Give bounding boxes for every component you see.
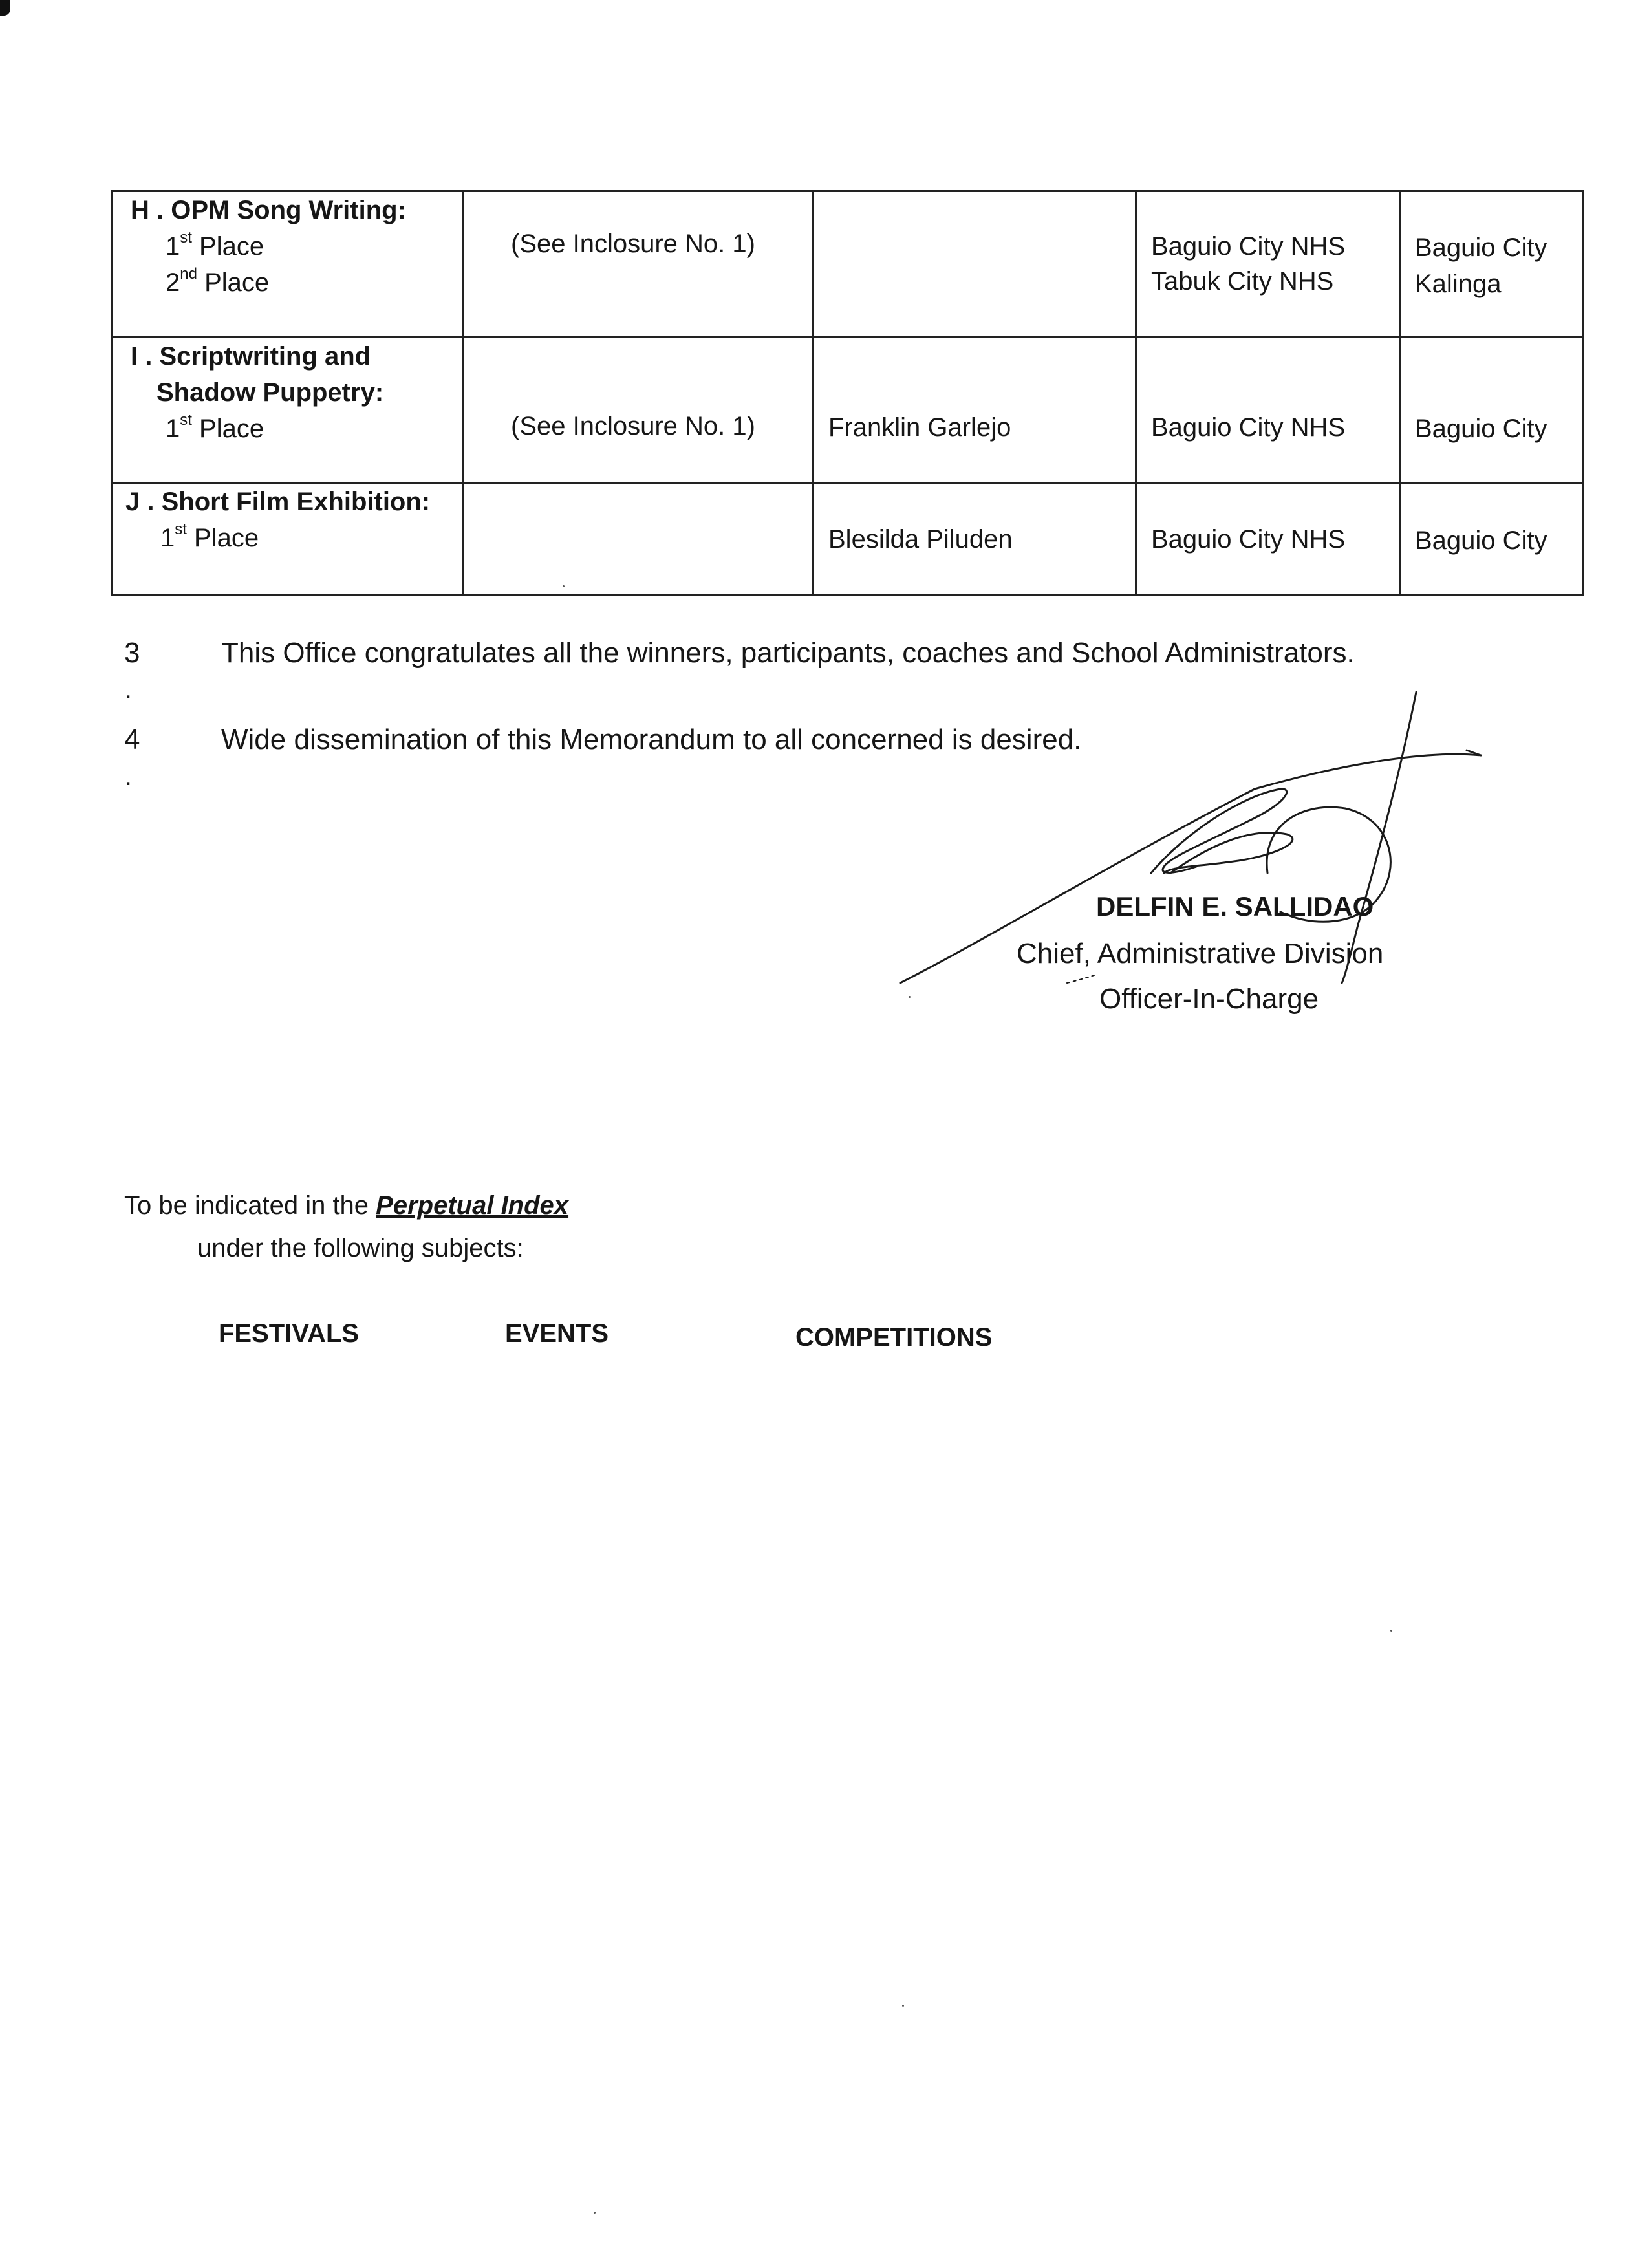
paragraph-number: 4 . (124, 724, 140, 792)
division-name: Kalinga (1415, 270, 1502, 298)
index-instruction-continued: under the following subjects: (197, 1234, 524, 1262)
signatory-role: Officer-In-Charge (1099, 983, 1319, 1015)
subject-events: EVENTS (505, 1319, 609, 1348)
table-row (112, 191, 1584, 338)
place-label: 2nd Place (166, 265, 270, 297)
scan-speck (594, 2212, 596, 2214)
category-title-continued: Shadow Puppetry: (156, 378, 384, 407)
division-cell (1400, 191, 1584, 338)
scan-speck (1390, 1630, 1392, 1632)
signatory-title: Chief, Administrative Division (1017, 938, 1384, 969)
school-cell (1136, 338, 1400, 483)
table-row (112, 338, 1584, 483)
division-cell (1400, 338, 1584, 483)
division-cell (1400, 483, 1584, 595)
school-name: Baguio City NHS (1151, 525, 1346, 554)
entry-text: (See Inclosure No. 1) (511, 230, 755, 258)
school-name: Baguio City NHS (1151, 232, 1346, 261)
signatory-name: DELFIN E. SALLIDAO (1096, 891, 1374, 922)
category-cell (112, 191, 464, 338)
coach-name: Blesilda Piluden (828, 525, 1013, 554)
coach-cell (814, 191, 1136, 338)
category-cell (112, 483, 464, 595)
category-title: J . Short Film Exhibition: (125, 488, 431, 516)
scan-corner-mark (0, 0, 10, 16)
subject-competitions: COMPETITIONS (795, 1323, 993, 1352)
paragraph-number: 3 . (124, 637, 140, 705)
division-name: Baguio City (1415, 415, 1547, 443)
table-row (112, 483, 1584, 595)
division-name: Baguio City (1415, 233, 1547, 262)
entry-cell (464, 483, 814, 595)
school-cell (1136, 191, 1400, 338)
entry-cell (464, 191, 814, 338)
school-name: Tabuk City NHS (1151, 267, 1334, 296)
place-label: 1st Place (160, 521, 259, 552)
school-cell (1136, 483, 1400, 595)
entry-cell (464, 338, 814, 483)
place-label: 1st Place (166, 229, 264, 261)
coach-cell (814, 338, 1136, 483)
paragraph-text: This Office congratulates all the winners, participants, coaches and School Administrators. (221, 637, 1355, 669)
category-title: I . Scriptwriting and (131, 342, 371, 371)
school-name: Baguio City NHS (1151, 413, 1346, 442)
entry-text: (See Inclosure No. 1) (511, 412, 755, 440)
category-cell (112, 338, 464, 483)
scan-speck (563, 585, 565, 587)
coach-name: Franklin Garlejo (828, 413, 1011, 442)
division-name: Baguio City (1415, 526, 1547, 555)
index-instruction: To be indicated in the Perpetual Index (124, 1191, 569, 1220)
awards-table (111, 190, 1584, 596)
paragraph-text: Wide dissemination of this Memorandum to all concerned is desired. (221, 724, 1082, 755)
perpetual-index-label: Perpetual Index (376, 1191, 569, 1220)
subject-festivals: FESTIVALS (219, 1319, 360, 1348)
coach-cell (814, 483, 1136, 595)
place-label: 1st Place (166, 411, 264, 443)
scan-speck (902, 2005, 904, 2007)
scan-speck (909, 996, 911, 998)
category-title: H . OPM Song Writing: (131, 196, 406, 224)
